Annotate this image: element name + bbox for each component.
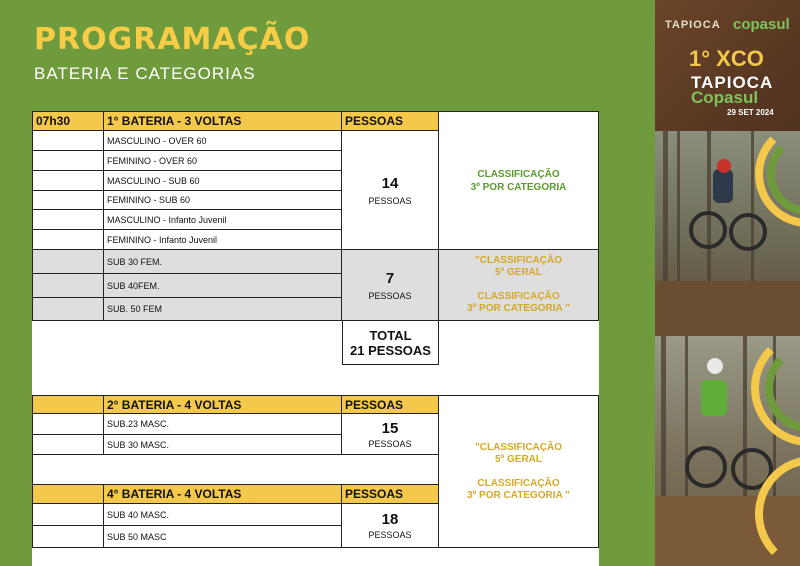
cyclist-photo-1 — [655, 131, 800, 336]
event-name-line3: Copasul — [691, 88, 759, 107]
people-header-4: PESSOAS — [342, 485, 439, 504]
total-value: 21 PESSOAS — [350, 342, 431, 358]
category-row: FEMININO - SUB 60 — [104, 191, 342, 210]
page-subtitle: BATERIA E CATEGORIAS — [34, 64, 256, 83]
battery-2-header: 2° BATERIA - 4 VOLTAS — [104, 395, 342, 414]
total-cell — [342, 321, 439, 365]
event-date: 29 SET 2024 — [727, 108, 774, 117]
blank-cell — [32, 526, 104, 548]
cyclist-photo-2 — [655, 336, 800, 566]
people-count-label: PESSOAS — [368, 530, 412, 540]
blank-cell — [32, 171, 104, 191]
blank-cell — [32, 191, 104, 210]
category-row: SUB 40 MASC. — [104, 504, 342, 526]
time-cell: 07h30 — [32, 111, 104, 131]
classification-text: CLASSIFICAÇÃO 3º POR CATEGORIA " — [467, 477, 570, 501]
event-name-line2: TAPIOCA — [691, 73, 774, 92]
blank-cell — [32, 274, 104, 298]
blank-header-cell — [32, 485, 104, 504]
classification-text: "CLASSIFICAÇÃO 5º GERAL — [475, 441, 562, 465]
people-count-label: PESSOAS — [368, 290, 412, 301]
people-count: 7 — [385, 269, 395, 287]
blank-cell — [32, 131, 104, 151]
classification-text: CLASSIFICAÇÃO 3º POR CATEGORIA " — [467, 291, 570, 314]
category-row: SUB.23 MASC. — [104, 414, 342, 435]
people-header-2: PESSOAS — [342, 395, 439, 414]
people-count-label: PESSOAS — [368, 195, 412, 206]
event-header — [655, 0, 800, 131]
category-row: FEMININO - OVER 60 — [104, 151, 342, 171]
category-row: FEMININO - Infanto Juvenil — [104, 230, 342, 250]
category-row: MASCULINO - OVER 60 — [104, 131, 342, 151]
classification-cell — [439, 395, 599, 548]
people-count: 15 — [381, 419, 399, 437]
event-name: 1° XCO — [689, 46, 764, 71]
blank-cell — [32, 230, 104, 250]
classification-text: CLASSIFICAÇÃO 3º POR CATEGORIA — [470, 168, 567, 193]
blank-cell — [32, 435, 104, 455]
people-count-cell — [342, 504, 439, 548]
battery-1-header: 1° BATERIA - 3 VOLTAS — [104, 111, 342, 131]
category-row: MASCULINO - SUB 60 — [104, 171, 342, 191]
people-count: 14 — [381, 174, 399, 192]
blank-row — [32, 455, 439, 485]
people-count-cell — [342, 250, 439, 321]
people-header-1: PESSOAS — [342, 111, 439, 131]
blank-cell — [32, 250, 104, 274]
blank-cell — [32, 151, 104, 171]
tapioca-logo: TAPIOCA — [665, 19, 721, 31]
blank-cell — [32, 414, 104, 435]
people-count-cell — [342, 414, 439, 455]
page-title: PROGRAMAÇÃO — [34, 22, 311, 57]
category-row: SUB. 50 FEM — [104, 298, 342, 321]
category-row: SUB 40FEM. — [104, 274, 342, 298]
category-row: MASCULINO - Infanto Juvenil — [104, 210, 342, 230]
people-count-label: PESSOAS — [368, 438, 412, 449]
copasul-logo: copasul — [733, 16, 790, 33]
category-row: SUB 50 MASC — [104, 526, 342, 548]
category-row: SUB 30 MASC. — [104, 435, 342, 455]
classification-cell — [439, 250, 599, 321]
blank-cell — [32, 504, 104, 526]
blank-cell — [32, 210, 104, 230]
blank-cell — [32, 298, 104, 321]
event-panel — [655, 0, 800, 566]
schedule-table — [32, 111, 599, 566]
people-count-cell — [342, 131, 439, 250]
people-count: 18 — [381, 511, 399, 528]
battery-4-header: 4° BATERIA - 4 VOLTAS — [104, 485, 342, 504]
category-row: SUB 30 FEM. — [104, 250, 342, 274]
blank-header-cell — [32, 395, 104, 414]
total-label: TOTAL — [369, 327, 412, 343]
classification-text: "CLASSIFICAÇÃO 5º GERAL — [475, 255, 562, 278]
classification-cell — [439, 111, 599, 250]
